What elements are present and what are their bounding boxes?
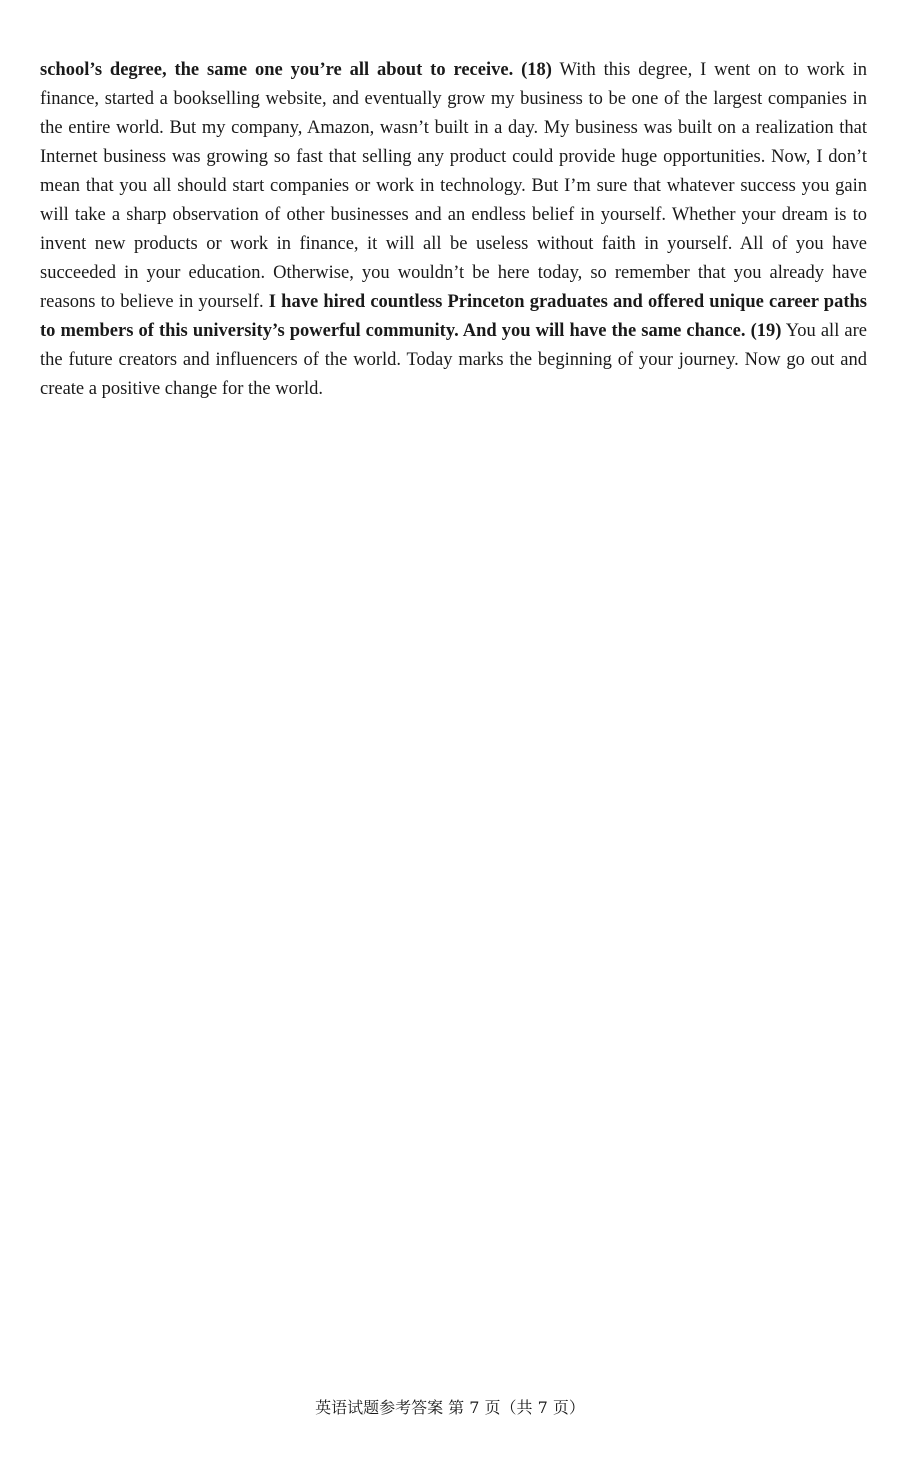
key-sentence-bold: I have hired countless Princeton graduates and offered unique career paths to members of this university’s powerful community. And you will have the same chance. xyxy=(40,292,867,341)
blank-number-19: (19) xyxy=(750,321,782,341)
blank-number-18: (18) xyxy=(521,60,552,80)
answer-passage xyxy=(40,56,867,404)
passage-paragraph xyxy=(40,56,867,404)
key-sentence-bold: school’s degree, the same one you’re all about to receive. xyxy=(40,60,522,80)
page-footer: 英语试题参考答案 第 7 页（共 7 页） xyxy=(315,1398,585,1417)
passage-text: You all are the future creators and influencers of the world. Today marks the beginning of your journey. Now go out and create a positive change for the world. xyxy=(40,321,867,399)
passage-text: With this degree, I went on to work in finance, started a bookselling website, and eventually grow my business to be one of the largest companies in the entire world. But my company, Amazon, wasn’t built in a day. My business was built on a realization that Internet business was growing so fast that selling any product could provide huge opportunities. Now, I don’t mean that you all should start companies or work in technology. But I’m sure that whatever success you gain will take a sharp observation of other businesses and an endless belief in yourself. Whether your dream is to invent new products or work in finance, it will all be useless without faith in yourself. All of you have succeeded in your education. Otherwise, you wouldn’t be here today, so remember that you already have reasons to believe in yourself. xyxy=(40,60,867,312)
